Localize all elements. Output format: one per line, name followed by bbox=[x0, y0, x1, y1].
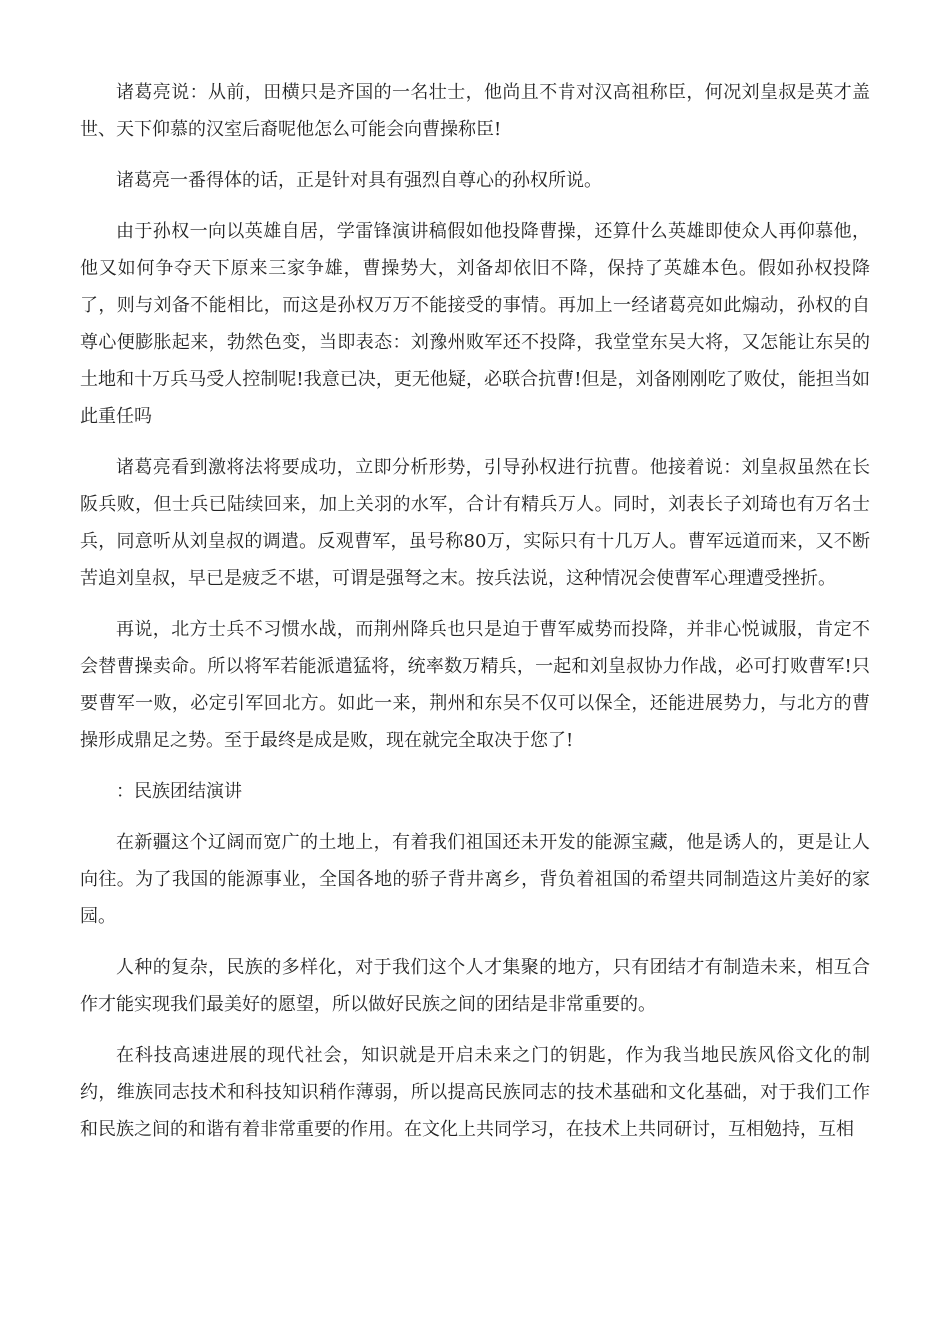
section-heading-ethnic-unity: ：民族团结演讲 bbox=[116, 781, 242, 802]
paragraph-sun-quan-pride: 由于孙权一向以英雄自居，学雷锋演讲稿假如他投降曹操，还算什么英雄即使众人再仰慕他，他又如何争夺天下原来三家争雄，曹操势大，刘备却依旧不降，保持了英雄本色。假如孙权投降了，则与刘备不能相比，而这是孙权万万不能接受的事情。再加上一经诸葛亮如此煽动，孙权的自尊心便膨胀起来，勃然色变，当即表态：刘豫州败军还不投降，我堂堂东吴大将，又怎能让东吴的土地和十万兵马受人控制呢!我意已决，更无他疑，必联合抗曹!但是，刘备刚刚吃了败仗，能担当如此重任吗 bbox=[80, 221, 870, 427]
paragraph-zhuge-liang-speech: 诸葛亮说：从前，田横只是齐国的一名壮士，他尚且不肯对汉高祖称臣，何况刘皇叔是英才盖世、天下仰慕的汉室后裔呢他怎么可能会向曹操称臣! bbox=[80, 82, 870, 140]
document-page bbox=[80, 74, 870, 1162]
paragraph-northern-soldiers: 再说，北方士兵不习惯水战，而荆州降兵也只是迫于曹军威势而投降，并非心悦诚服，肯定不会替曹操卖命。所以将军若能派遣猛将，统率数万精兵，一起和刘皇叔协力作战，必可打败曹军!只要曹军一败，必定引军回北方。如此一来，荆州和东吴不仅可以保全，还能进展势力，与北方的曹操形成鼎足之势。至于最终是成是败，现在就完全取决于您了! bbox=[80, 619, 870, 751]
paragraph-technology: 在科技高速进展的现代社会，知识就是开启未来之门的钥匙，作为我当地民族风俗文化的制约，维族同志技术和科技知识稍作薄弱，所以提高民族同志的技术基础和文化基础，对于我们工作和民族之间的和谐有着非常重要的作用。在文化上共同学习，在技术上共同研讨，互相勉持，互相 bbox=[80, 1045, 870, 1140]
paragraph-situation-analysis: 诸葛亮看到激将法将要成功，立即分析形势，引导孙权进行抗曹。他接着说：刘皇叔虽然在长阪兵败，但士兵已陆续回来，加上关羽的水军，合计有精兵万人。同时，刘表长子刘琦也有万名士兵，同意听从刘皇叔的调遣。反观曹军，虽号称80万，实际只有十几万人。曹军远道而来，又不断苦追刘皇叔，早已是疲乏不堪，可谓是强弩之末。按兵法说，这种情况会使曹军心理遭受挫折。 bbox=[80, 457, 870, 589]
paragraph-diversity: 人种的复杂，民族的多样化，对于我们这个人才集聚的地方，只有团结才有制造未来，相互合作才能实现我们最美好的愿望，所以做好民族之间的团结是非常重要的。 bbox=[80, 957, 870, 1015]
paragraph-commentary: 诸葛亮一番得体的话，正是针对具有强烈自尊心的孙权所说。 bbox=[116, 170, 602, 191]
paragraph-xinjiang: 在新疆这个辽阔而宽广的土地上，有着我们祖国还未开发的能源宝藏，他是诱人的，更是让人向往。为了我国的能源事业，全国各地的骄子背井离乡，背负着祖国的希望共同制造这片美好的家园。 bbox=[80, 832, 870, 927]
